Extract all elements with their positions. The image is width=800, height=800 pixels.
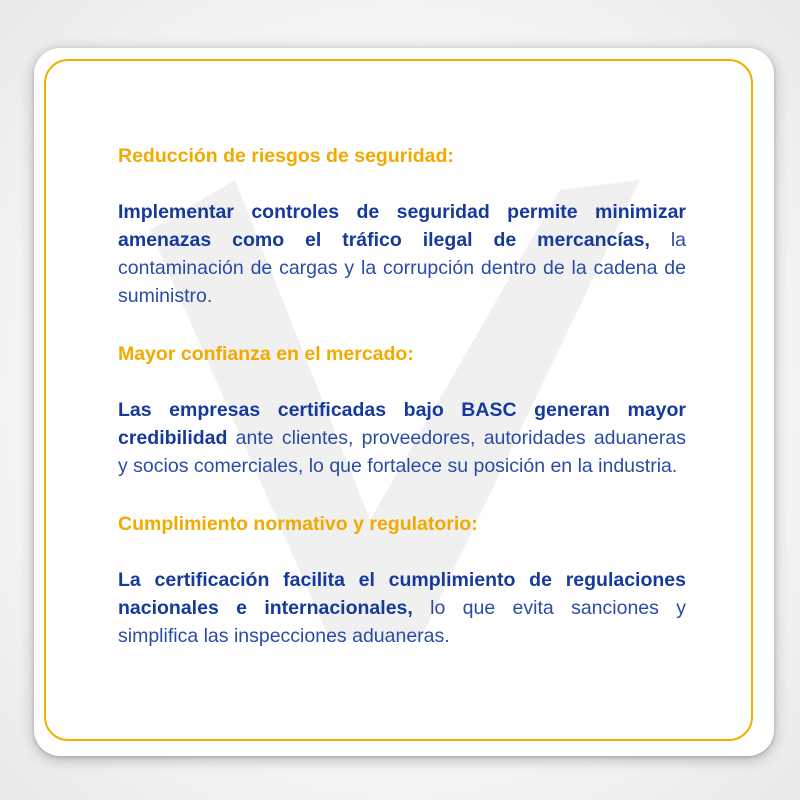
section-body-normal: lo que evita sanciones y simplifica las inspecciones aduaneras. (118, 597, 686, 647)
section-heading: Reducción de riesgos de seguridad: (118, 145, 454, 167)
section-body (118, 566, 686, 650)
content (118, 142, 686, 650)
section-body (118, 198, 686, 310)
section-security (118, 142, 686, 310)
section-body-bold: Implementar controles de seguridad permite minimizar amenazas como el tráfico ilegal de mercancías, (118, 201, 686, 251)
section-body-bold: La certificación facilita el cumplimiento de regulaciones nacionales e internacionales, (118, 569, 686, 619)
section-body-normal: ante clientes, proveedores, autoridades aduaneras y socios comerciales, lo que fortalece su posición en la industria. (118, 427, 686, 477)
section-heading: Mayor confianza en el mercado: (118, 343, 414, 365)
section-heading: Cumplimiento normativo y regulatorio: (118, 513, 478, 535)
section-body-normal: la contaminación de cargas y la corrupción dentro de la cadena de suministro. (118, 229, 686, 307)
section-compliance (118, 510, 686, 650)
section-trust (118, 340, 686, 480)
section-body-bold: Las empresas certificadas bajo BASC generan mayor credibilidad (118, 399, 686, 449)
section-body (118, 396, 686, 480)
